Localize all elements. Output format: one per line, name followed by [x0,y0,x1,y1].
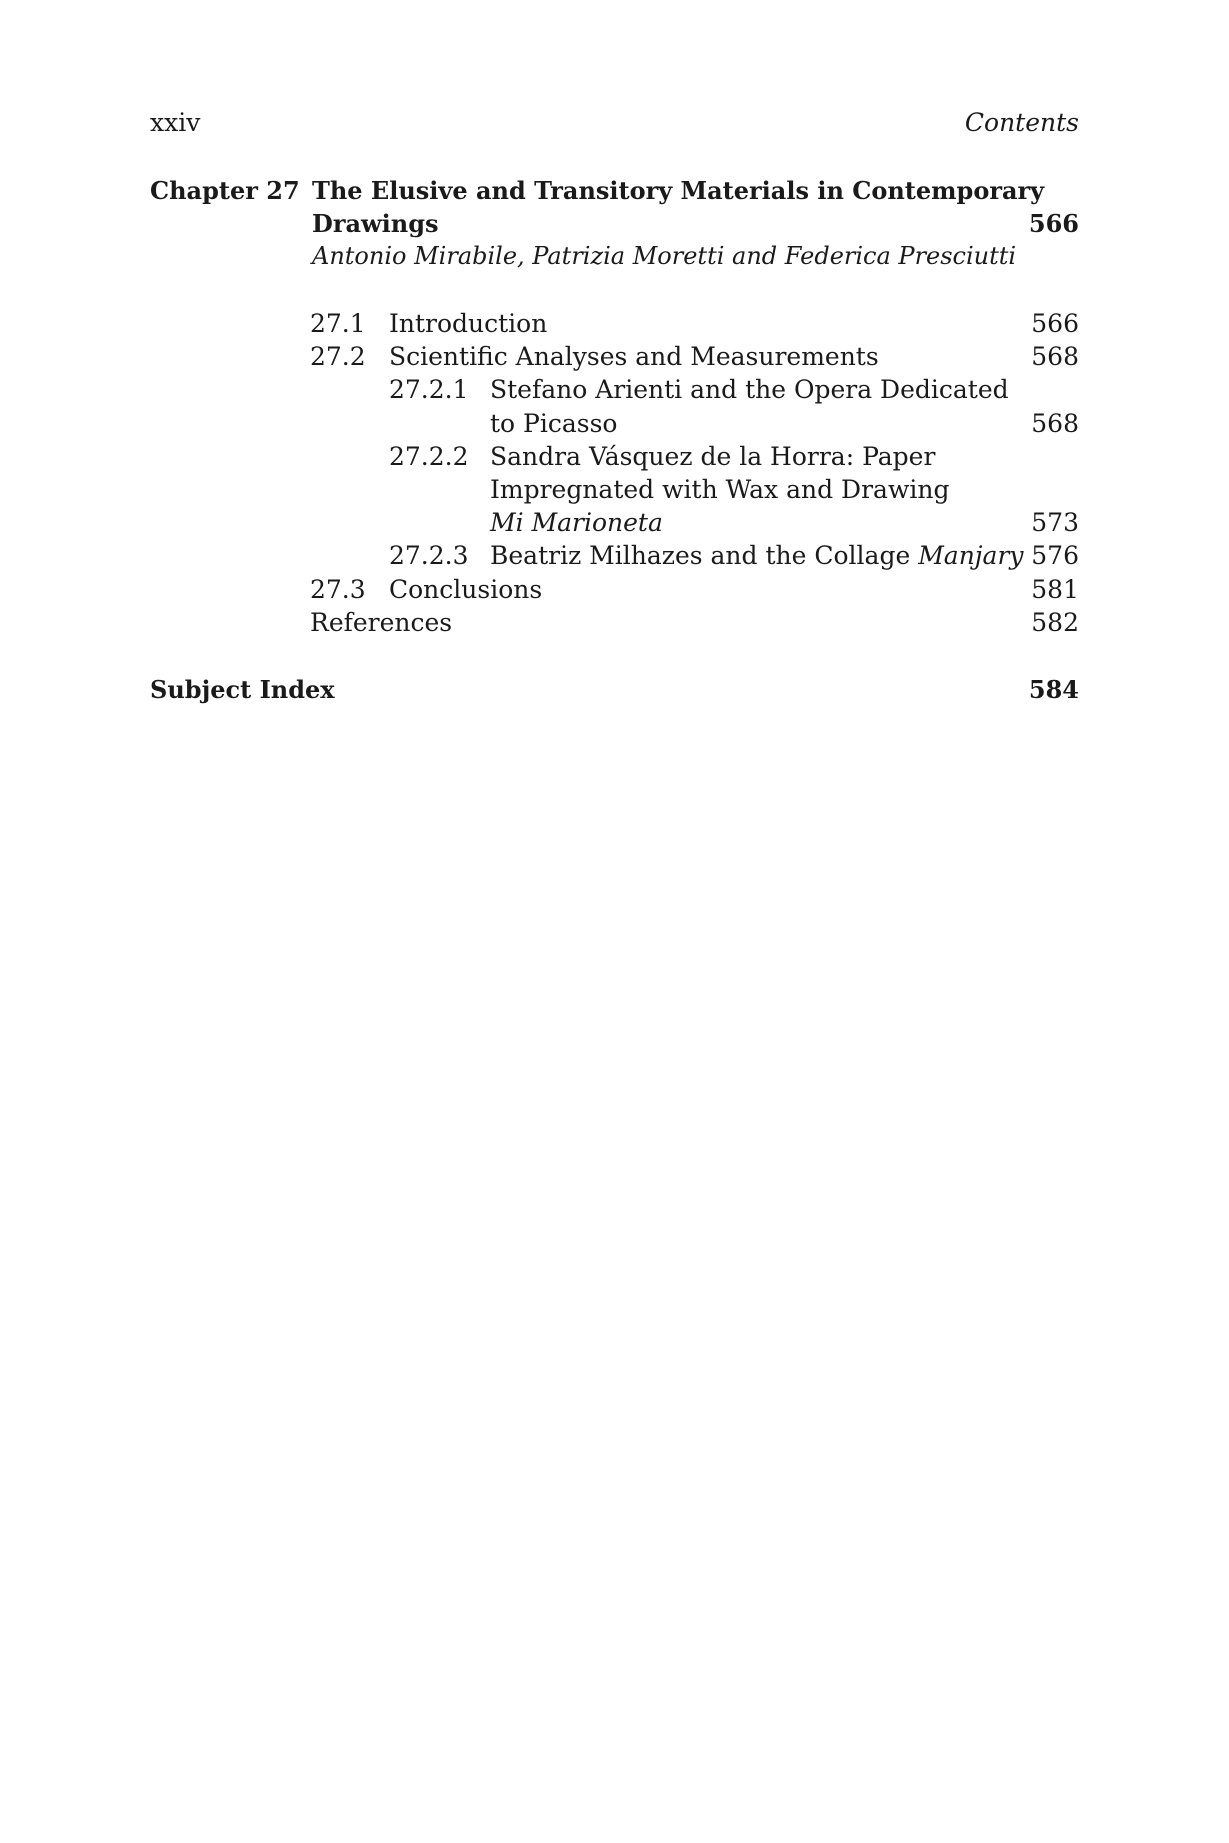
subject-index-page[interactable]: 584 [1028,675,1079,704]
toc-title-vasquez-line2[interactable]: Impregnated with Wax and Drawing [490,475,950,504]
chapter-label: Chapter 27 [150,176,300,205]
toc-title-conclusions[interactable]: Conclusions [389,575,543,604]
toc-title-milhazes-italic: Manjary [918,541,1024,570]
toc-title-vasquez-line1[interactable]: Sandra Vásquez de la Horra: Paper [490,442,936,471]
toc-page-references[interactable]: 582 [1031,608,1079,637]
toc-num-27-2-2: 27.2.2 [389,442,469,471]
toc-title-references[interactable]: References [310,608,453,637]
running-head-section: Contents [964,108,1079,137]
page-number: xxiv [150,108,201,137]
chapter-page[interactable]: 566 [1028,209,1079,238]
toc-page-27-1[interactable]: 566 [1031,309,1079,338]
toc-title-vasquez-line3[interactable]: Mi Marioneta [490,508,663,537]
toc-title-introduction[interactable]: Introduction [389,309,548,338]
toc-page-27-2-1[interactable]: 568 [1031,409,1079,438]
toc-title-arienti-line1[interactable]: Stefano Arienti and the Opera Dedicated [490,375,1009,404]
toc-page-27-2-2[interactable]: 573 [1031,508,1079,537]
subject-index-title[interactable]: Subject Index [150,675,335,704]
toc-title-arienti-line2[interactable]: to Picasso [490,409,618,438]
toc-num-27-2-3: 27.2.3 [389,541,469,570]
chapter-authors: Antonio Mirabile, Patrizia Moretti and Federica Presciutti [312,242,1017,270]
toc-num-27-3: 27.3 [310,575,366,604]
toc-title-scientific-analyses[interactable]: Scientific Analyses and Measurements [389,342,879,371]
toc-title-milhazes-text: Beatriz Milhazes and the Collage [490,541,919,570]
toc-num-27-2-1: 27.2.1 [389,375,469,404]
toc-num-27-1: 27.1 [310,309,366,338]
toc-title-milhazes[interactable] [490,541,1024,570]
toc-page-27-3[interactable]: 581 [1031,575,1079,604]
toc-page-27-2-3[interactable]: 576 [1031,541,1079,570]
toc-num-27-2: 27.2 [310,342,366,371]
chapter-title-line2[interactable]: Drawings [312,209,439,238]
toc-page-27-2[interactable]: 568 [1031,342,1079,371]
chapter-title-line1[interactable]: The Elusive and Transitory Materials in Contemporary [312,176,1045,205]
